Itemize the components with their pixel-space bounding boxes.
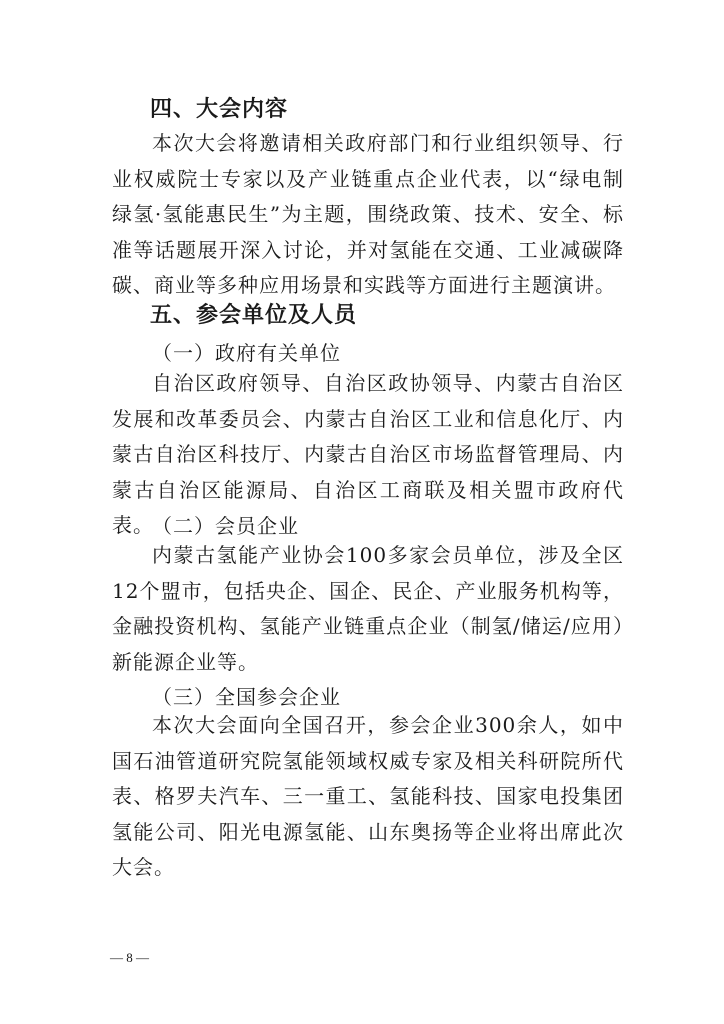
subsection-2-body: 内蒙古氢能产业协会100多家会员单位，涉及全区12个盟市，包括央企、国企、民企、产业服务机构等，金融投资机构、氢能产业链重点企业（制氢/储运/应用）新能源企业等。 xyxy=(112,543,624,674)
subsection-3-heading: （三）全国参会企业 xyxy=(152,685,341,709)
section-4-heading: 四、大会内容 xyxy=(150,97,289,122)
subsection-3-body: 本次大会面向全国召开，参会企业300余人，如中国石油管道研究院氢能领域权威专家及相关科研院所代表、格罗夫汽车、三一重工、氢能科技、国家电投集团氢能公司、阳光电源氢能、山东奥扬等企业将出席此次大会。 xyxy=(112,713,624,879)
page-number: — 8 — xyxy=(110,950,149,965)
subsection-1-heading: （一）政府有关单位 xyxy=(152,341,341,365)
subsection-2-heading: （二）会员企业 xyxy=(152,514,299,538)
section-5-heading: 五、参会单位及人员 xyxy=(150,303,358,328)
subsection-1-body: 自治区政府领导、自治区政协领导、内蒙古自治区发展和改革委员会、内蒙古自治区工业和信息化厅、内蒙古自治区科技厅、内蒙古自治区市场监督管理局、内蒙古自治区能源局、自治区工商联及相关盟市政府代表。 xyxy=(112,371,624,537)
section-4-body: 本次大会将邀请相关政府部门和行业组织领导、行业权威院士专家以及产业链重点企业代表，以“绿电制绿氢·氢能惠民生”为主题，围绕政策、技术、安全、标准等话题展开深入讨论，并对氢能在交通、工业减碳降碳、商业等多种应用场景和实践等方面进行主题演讲。 xyxy=(112,131,624,297)
